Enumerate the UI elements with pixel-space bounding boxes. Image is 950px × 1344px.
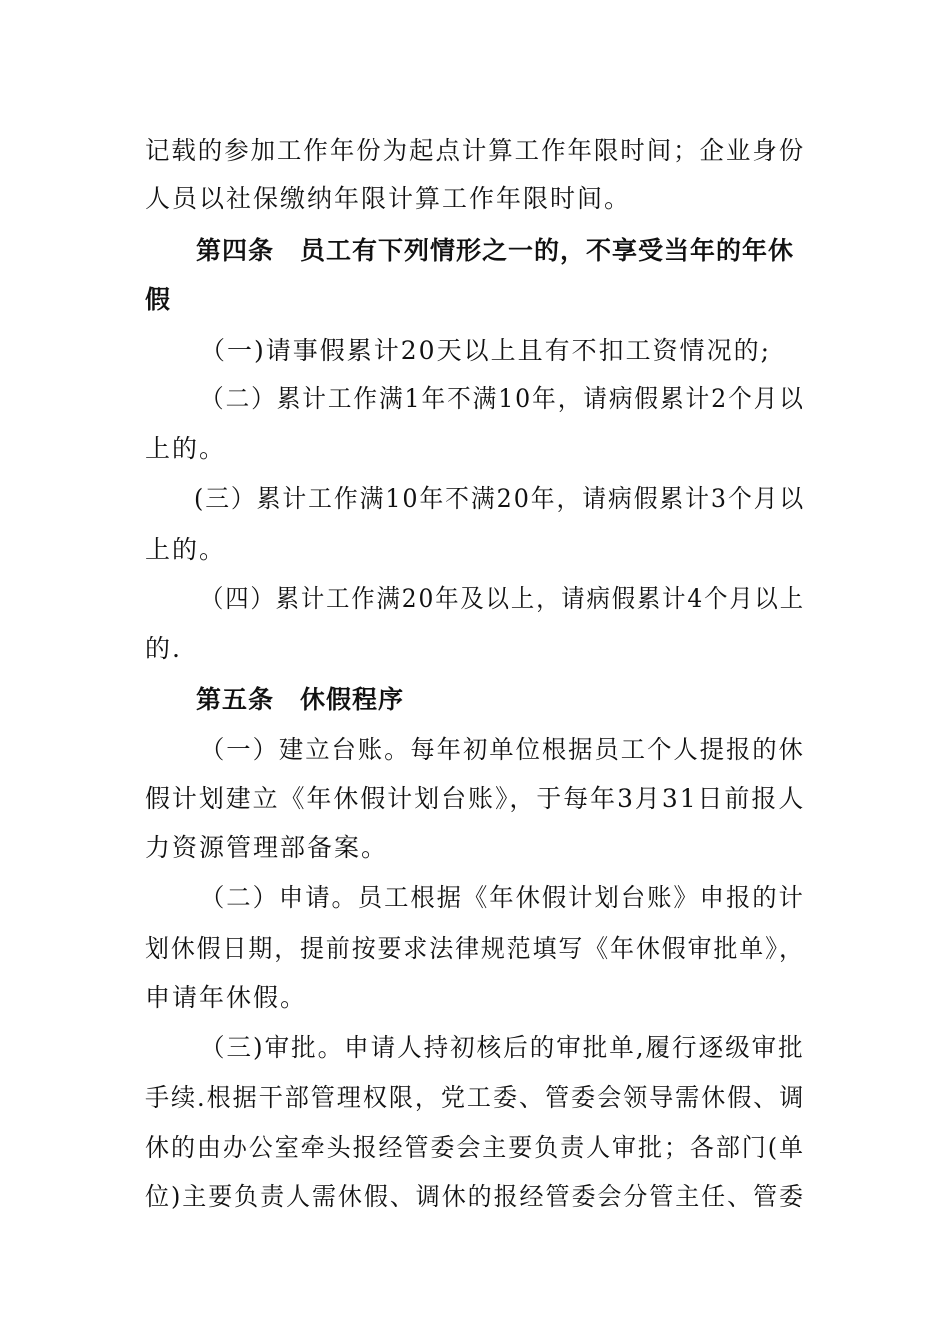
procedure-step-3-continued: 休的由办公室牵头报经管委会主要负责人审批；各部门(单: [145, 1133, 805, 1162]
procedure-step-2-continued: 申请年休假。: [145, 983, 308, 1012]
article-four-heading: 第四条 员工有下列情形之一的，不享受当年的年休: [196, 236, 795, 265]
procedure-step-1-continued: 假计划建立《年休假计划台账》，于每年3月31日前报人: [145, 784, 806, 813]
procedure-step-2-continued: 划休假日期，提前按要求法律规范填写《年休假审批单》，: [145, 934, 805, 963]
procedure-step-3: （三)审批。申请人持初核后的审批单,履行逐级审批: [200, 1033, 805, 1062]
list-item-4: （四）累计工作满20年及以上，请病假累计4个月以上: [200, 584, 805, 613]
procedure-step-2: （二）申请。员工根据《年休假计划台账》申报的计: [200, 883, 805, 912]
list-item-4-continued: 的.: [145, 634, 182, 663]
body-text-line: 人员以社保缴纳年限计算工作年限时间。: [145, 184, 632, 213]
procedure-step-1: （一）建立台账。每年初单位根据员工个人提报的休: [200, 735, 805, 764]
list-item-1: （一)请事假累计20天以上且有不扣工资情况的;: [200, 336, 771, 365]
procedure-step-1-continued: 力资源管理部备案。: [145, 833, 389, 862]
list-item-2: （二）累计工作满1年不满10年，请病假累计2个月以: [200, 384, 805, 413]
list-item-2-continued: 上的。: [145, 434, 227, 463]
body-text-line: 记载的参加工作年份为起点计算工作年限时间；企业身份: [145, 136, 806, 165]
list-item-3: (三）累计工作满10年不满20年，请病假累计3个月以: [194, 484, 806, 513]
list-item-3-continued: 上的。: [145, 535, 227, 564]
article-four-heading-continued: 假: [145, 285, 172, 314]
article-five-heading: 第五条 休假程序: [196, 685, 405, 714]
procedure-step-3-continued: 位)主要负责人需休假、调休的报经管委会分管主任、管委: [145, 1182, 805, 1211]
procedure-step-3-continued: 手续.根据干部管理权限，党工委、管委会领导需休假、调: [145, 1083, 806, 1112]
